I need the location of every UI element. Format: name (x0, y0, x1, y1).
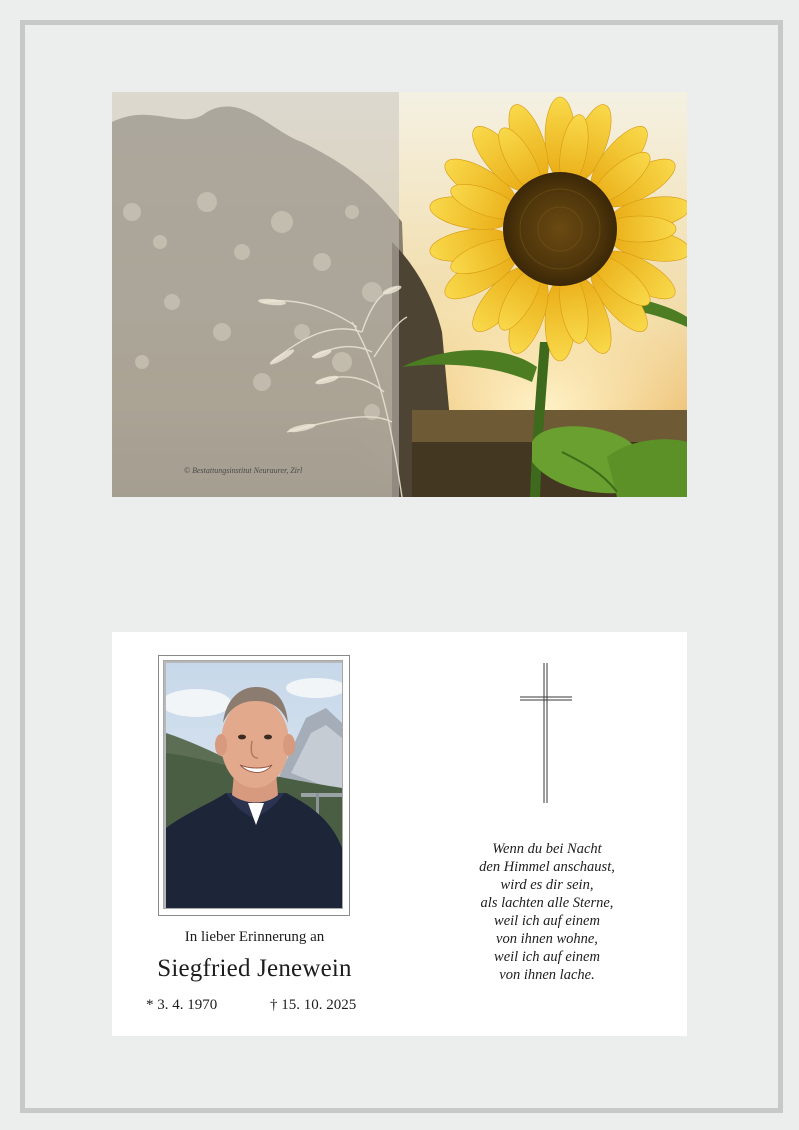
portrait-frame (158, 655, 350, 916)
death-date: † 15. 10. 2025 (270, 997, 357, 1013)
poem-line: Wenn du bei Nacht (492, 841, 602, 857)
poem (432, 840, 662, 984)
portrait-photo (163, 660, 343, 909)
deceased-name: Siegfried Jenewein (157, 955, 352, 982)
portrait-image (166, 663, 342, 908)
photo-credit: © Bestattungsinstitut Neuraurer, Zirl (184, 466, 303, 475)
memorial-card (112, 632, 687, 1036)
poem-line: von ihnen lache. (499, 967, 595, 983)
poem-line: als lachten alle Sterne, (480, 895, 614, 911)
poem-line: weil ich auf einem (494, 913, 600, 929)
poem-line: den Himmel anschaust, (479, 859, 615, 875)
poem-line: weil ich auf einem (494, 949, 600, 965)
sunflower-photo (112, 92, 687, 497)
poem-line: wird es dir sein, (500, 877, 594, 893)
sunflower-image (112, 92, 687, 497)
cross-icon (518, 663, 574, 803)
memory-line: In lieber Erinnerung an (184, 929, 325, 945)
birth-date: * 3. 4. 1970 (146, 997, 218, 1013)
poem-line: von ihnen wohne, (496, 931, 598, 947)
